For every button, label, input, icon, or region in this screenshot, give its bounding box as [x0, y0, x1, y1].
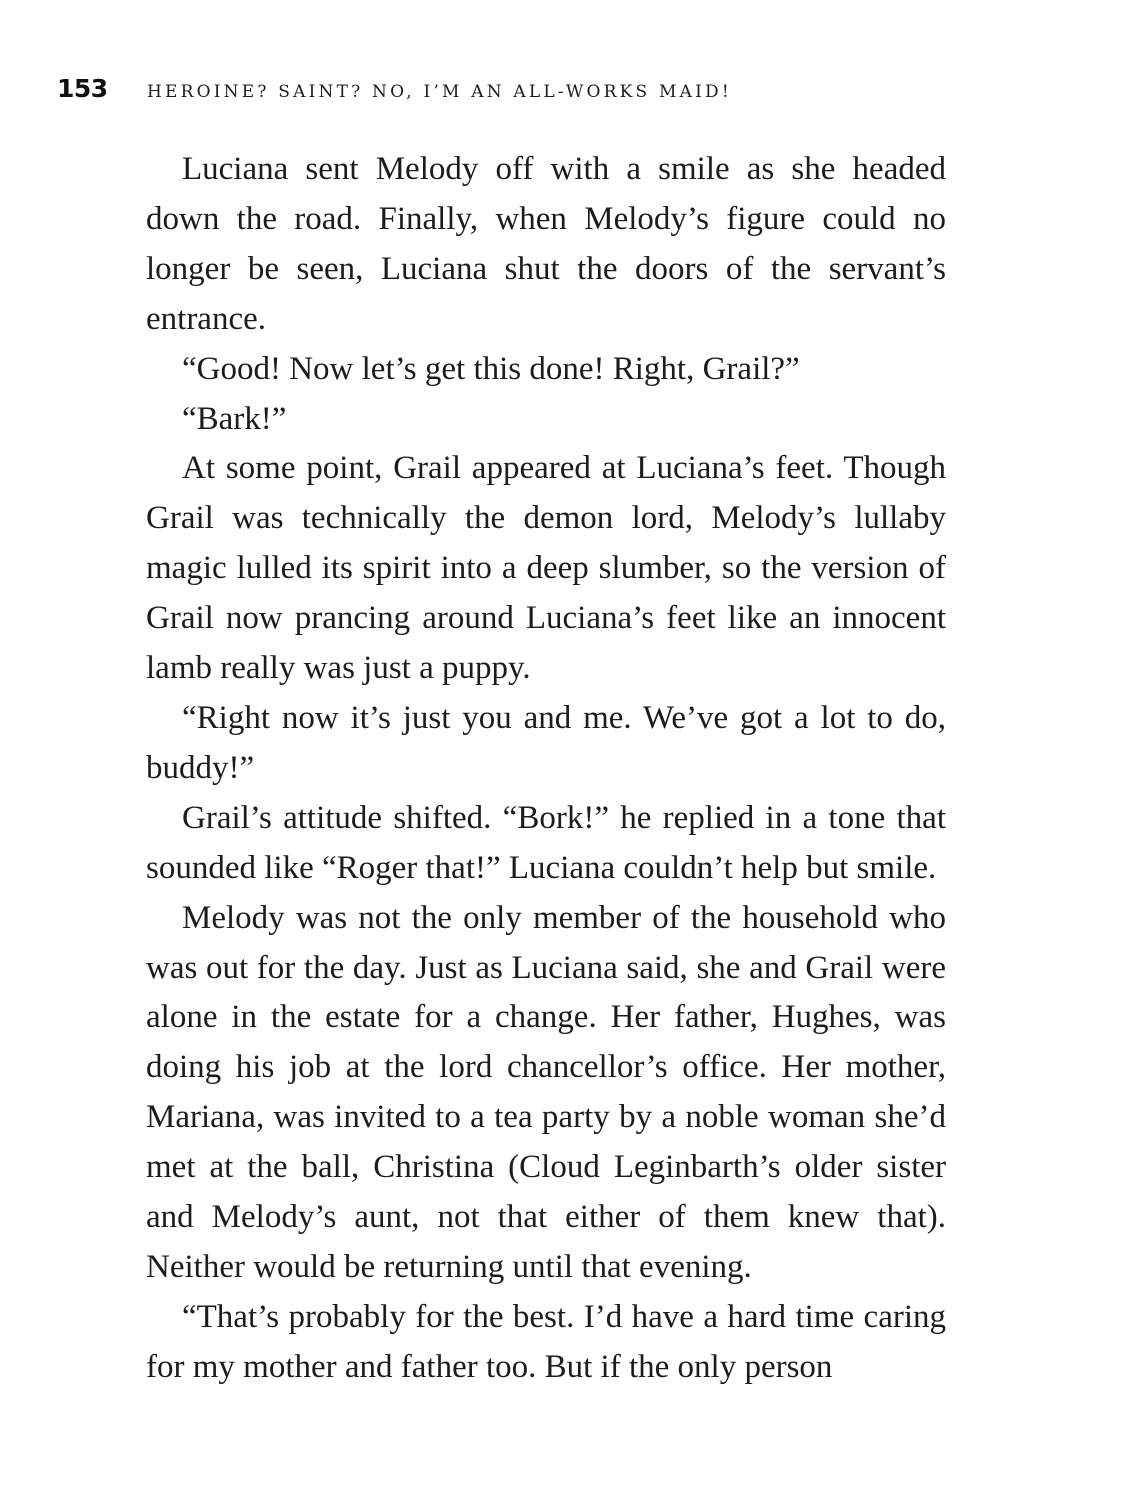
paragraph: Melody was not the only member of the household who was out for the day. Just as Luciana said, she and Grail were alone in the estate for a change. Her father, Hughes, was doing his job at the lord chancellor’s office. Her mother, Mariana, was invited to a tea party by a noble woman she’d met at the ball, Christina (Cloud Leginbarth’s older sister and Melody’s aunt, not that either of them knew that). Neither would be returning until that evening.	[146, 899, 946, 1285]
paragraph: “Bark!”	[182, 400, 287, 437]
paragraph: “Right now it’s just you and me. We’ve got a lot to do, buddy!”	[146, 699, 946, 786]
body-text	[146, 145, 946, 1393]
paragraph: “That’s probably for the best. I’d have a hard time caring for my mother and father too. But if the only person	[146, 1298, 946, 1385]
running-header	[57, 74, 732, 114]
page-number: 153	[57, 74, 108, 103]
paragraph: Luciana sent Melody off with a smile as she headed down the road. Finally, when Melody’s figure could no longer be seen, Luciana shut the doors of the servant’s entrance.	[146, 151, 946, 337]
paragraph: “Good! Now let’s get this done! Right, Grail?”	[182, 350, 800, 387]
running-title: HEROINE? SAINT? NO, I’M AN ALL-WORKS MAID!	[147, 82, 732, 102]
paragraph: Grail’s attitude shifted. “Bork!” he replied in a tone that sounded like “Roger that!” Luciana couldn’t help but smile.	[146, 799, 946, 886]
paragraph: At some point, Grail appeared at Luciana’s feet. Though Grail was technically the demon lord, Melody’s lullaby magic lulled its spirit into a deep slumber, so the version of Grail now prancing around Luciana’s feet like an innocent lamb really was just a puppy.	[146, 450, 946, 687]
